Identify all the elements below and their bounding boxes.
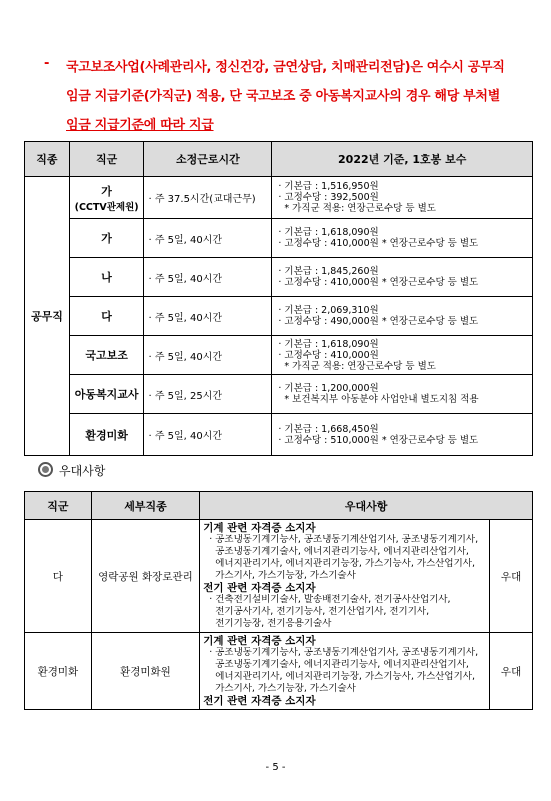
qualification-line: 공조냉동기계기술사, 에너지관리기능사, 에너지관리산업기사, [209,659,469,670]
qualification-cell [200,520,490,633]
preference-section-title [38,462,105,479]
pay-line: · 고정수당 : 410,000원 [278,349,379,361]
pay-cell [272,219,533,258]
group-label: 다 [101,310,112,323]
group-cell [69,336,144,375]
header-preference: 우대사항 [200,492,533,520]
qualification-heading: 기계 관련 자격증 소지자 [203,522,316,534]
group-cell [69,219,144,258]
pay-line: · 기본급 : 1,200,000원 [278,383,379,394]
header-group: 직군 [25,492,92,520]
qualification-line: · 건축전기설비기술사, 발송배전기술사, 전기공사산업기사, [209,594,451,605]
qualification-heading: 전기 관련 자격증 소지자 [203,695,316,707]
pay-cell [272,336,533,375]
pay-table-row [25,258,533,297]
group-cell [69,258,144,297]
group-label: 나 [101,271,112,284]
group-cell: 다 [25,520,92,633]
preference-table-row [25,520,533,633]
pay-line: · 고정수당 : 410,000원 * 연장근로수당 등 별도 [278,277,479,288]
pay-line: * 가직군 적용: 연장근로수당 등 별도 [278,203,436,214]
bullet-dash: - [44,56,50,71]
detail-cell: 환경미화원 [91,633,199,710]
group-cell [69,375,144,414]
preference-table-row [25,633,533,710]
detail-cell: 영락공원 화장로관리 [91,520,199,633]
preference-cell: 우대 [490,633,533,710]
intro-line-2: 임금 지급기준(가직군) 적용, 단 국고보조 중 아동복지교사의 경우 해당 부처별 [66,89,500,104]
pay-line: · 기본급 : 1,618,090원 [278,227,379,238]
pay-table-row [25,336,533,375]
pay-cell [272,297,533,336]
qualification-cell [200,633,490,710]
page-number: - 5 - [265,762,286,773]
pay-line: · 기본급 : 1,516,950원 [278,181,379,192]
pay-line: · 고정수당 : 392,500원 [278,192,379,203]
qualification-line: 전기공사기사, 전기기능사, 전기산업기사, 전기기사, [209,606,430,617]
group-label: 가 [101,184,112,198]
group-cell: 환경미화 [25,633,92,710]
pay-cell [272,414,533,456]
pay-line: · 고정수당 : 490,000원 * 연장근로수당 등 별도 [278,316,479,327]
pay-table [24,141,533,456]
pay-line: * 가직군 적용: 연장근로수당 등 별도 [278,360,436,372]
pay-line: · 고정수당 : 510,000원 * 연장근로수당 등 별도 [278,434,479,446]
header-job-type: 직종 [25,142,70,177]
group-sub-label: (CCTV관제원) [74,201,139,213]
qualification-line: 에너지관리기사, 에너지관리기능장, 가스기능사, 가스산업기사, [209,558,475,569]
hours-cell: · 주 5일, 40시간 [144,414,272,456]
group-label: 가 [101,232,112,245]
pay-table-header [25,142,533,177]
job-type-cell: 공무직 [25,177,70,456]
hours-cell: · 주 5일, 40시간 [144,336,272,375]
pay-line: · 기본급 : 1,668,450원 [278,423,379,435]
pay-cell [272,177,533,219]
pay-table-row [25,177,533,219]
circle-bullet-icon [38,462,53,477]
intro-line-3: 임금 지급기준에 따라 지급 [66,118,214,133]
hours-cell: · 주 5일, 40시간 [144,297,272,336]
pay-cell [272,258,533,297]
header-pay: 2022년 기준, 1호봉 보수 [272,142,533,177]
section-title-text: 우대사항 [59,464,106,478]
qualification-line: 공조냉동기계기술사, 에너지관리기능사, 에너지관리산업기사, [209,546,469,557]
pay-line: · 고정수당 : 410,000원 * 연장근로수당 등 별도 [278,238,479,249]
qualification-line: 에너지관리기사, 에너지관리기능장, 가스기능사, 가스산업기사, [209,671,475,682]
hours-cell: · 주 37.5시간(교대근무) [144,177,272,219]
pay-table-row [25,297,533,336]
preference-cell: 우대 [490,520,533,633]
pay-table-row [25,414,533,456]
qualification-line: · 공조냉동기계기능사, 공조냉동기계산업기사, 공조냉동기계기사, [209,534,479,545]
pay-line: * 보건복지부 아동분야 사업안내 별도지침 적용 [278,394,479,405]
hours-cell: · 주 5일, 25시간 [144,375,272,414]
group-label: 아동복지교사 [74,388,139,401]
qualification-line: 가스기사, 가스기능장, 가스기술사 [209,570,356,581]
qualification-heading: 기계 관련 자격증 소지자 [203,635,316,647]
header-group: 직군 [69,142,144,177]
preference-table [24,491,533,710]
intro-line-1: 국고보조사업(사례관리사, 정신건강, 금연상담, 치매관리전담)은 여수시 공무직 [66,60,505,75]
hours-cell: · 주 5일, 40시간 [144,258,272,297]
group-cell [69,177,144,219]
pay-table-row [25,375,533,414]
pay-line: · 기본급 : 2,069,310원 [278,305,379,316]
qualification-line: · 공조냉동기계기능사, 공조냉동기계산업기사, 공조냉동기계기사, [209,647,479,658]
pay-line: · 기본급 : 1,618,090원 [278,338,379,350]
pay-cell [272,375,533,414]
header-detail: 세부직종 [91,492,199,520]
preference-table-header [25,492,533,520]
pay-line: · 기본급 : 1,845,260원 [278,266,379,277]
pay-table-row [25,219,533,258]
qualification-heading: 전기 관련 자격증 소지자 [203,582,316,594]
qualification-line: 전기기능장, 전기응용기술사 [209,618,332,629]
group-label: 환경미화 [85,428,128,442]
hours-cell: · 주 5일, 40시간 [144,219,272,258]
header-hours: 소정근로시간 [144,142,272,177]
group-cell [69,414,144,456]
group-label: 국고보조 [85,349,128,362]
qualification-line: 가스기사, 가스기능장, 가스기술사 [209,683,356,694]
group-cell [69,297,144,336]
